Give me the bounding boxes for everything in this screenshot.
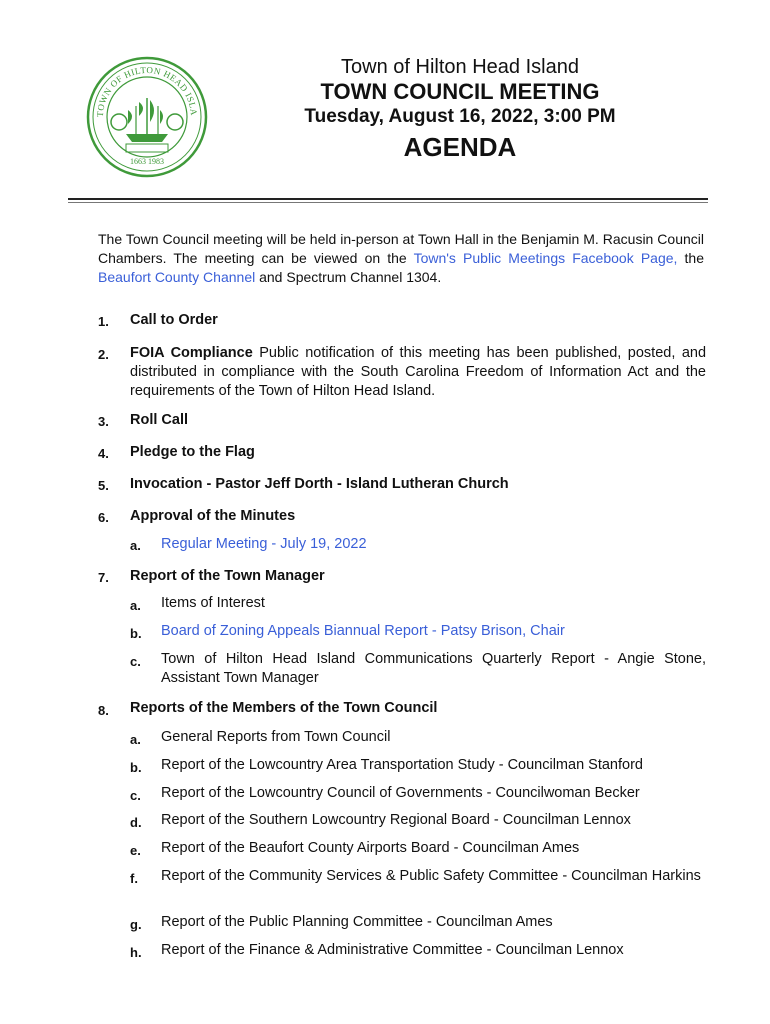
subitem-letter: d. [130,815,142,830]
subitem-letter: c. [130,788,141,803]
facebook-page-link[interactable]: Town's Public Meetings Facebook Page, [413,250,678,266]
town-seal-logo [86,56,208,178]
svg-text:TOWN OF HILTON HEAD ISLAND SOU: TOWN OF HILTON HEAD ISLA [94,64,200,118]
item-number: 2. [98,347,109,362]
intro-text-3: and Spectrum Channel 1304. [255,269,442,285]
minutes-july-19-link[interactable]: Regular Meeting - July 19, 2022 [161,536,367,552]
subitem-text: Report of the Community Services & Public Safety Committee - Councilman Harkins [161,868,701,884]
header-divider [68,198,708,200]
intro-text-2: the [677,250,704,266]
item-number: 5. [98,478,109,493]
item-number: 6. [98,510,109,525]
subitem-text: Report of the Lowcountry Area Transportation Study - Councilman Stanford [161,757,643,773]
item-title: Report of the Town Manager [130,568,325,584]
item-foia: FOIA Compliance Public notification of this meeting has been published, posted, and distributed in compliance with the South Carolina Freedom of Information Act and the requirements of the Town of Hilton Head Island. [130,345,707,399]
subitem-letter: f. [130,871,138,886]
item-number: 4. [98,446,109,461]
subitem-text: Report of the Southern Lowcountry Regional Board - Councilman Lennox [161,812,631,828]
subitem-text: General Reports from Town Council [161,729,391,745]
subitem-letter: g. [130,917,142,932]
item-title: Invocation - Pastor Jeff Dorth - Island Lutheran Church [130,476,509,492]
header-agenda: AGENDA [403,132,517,162]
header-divider-thin [68,202,708,203]
intro-paragraph [98,230,704,287]
subitem-letter: c. [130,654,141,669]
intro-text-1: The Town Council meeting will be held in-person at Town Hall in the Benjamin M. Racusin Council Chambers. The meeting can be viewed on the [98,231,704,266]
subitem-text: Report of the Public Planning Committee - Councilman Ames [161,914,553,930]
subitem-letter: b. [130,626,142,641]
beaufort-channel-link[interactable]: Beaufort County Channel [98,269,256,285]
item-title: Roll Call [130,412,189,428]
header-meeting-title: TOWN COUNCIL MEETING [320,79,600,104]
item-number: 3. [98,414,109,429]
subitem-text: Items of Interest [161,595,265,611]
subitem-letter: e. [130,843,141,858]
subitem-text: Report of the Lowcountry Council of Governments - Councilwoman Becker [161,785,640,801]
item-title: Pledge to the Flag [130,444,255,460]
subitem-text: Town of Hilton Head Island Communications Quarterly Report - Angie Stone, Assistant Town Manager [161,651,706,686]
item-number: 8. [98,703,109,718]
subitem-text: Report of the Finance & Administrative Committee - Councilman Lennox [161,942,624,958]
subitem-letter: a. [130,732,141,747]
subitem-letter: a. [130,538,141,553]
header-town: Town of Hilton Head Island [341,56,579,78]
subitem-letter: h. [130,945,142,960]
item-title: Call to Order [130,312,218,328]
header-date: Tuesday, August 16, 2022, 3:00 PM [304,106,616,127]
subitem-letter: a. [130,598,141,613]
bza-report-link[interactable]: Board of Zoning Appeals Biannual Report - Patsy Brison, Chair [161,623,565,639]
item-title: Approval of the Minutes [130,508,296,524]
subitem-text: Report of the Beaufort County Airports Board - Councilman Ames [161,840,580,856]
item-number: 1. [98,314,109,329]
svg-text:1663 1983: 1663 1983 [130,157,164,166]
item-number: 7. [98,570,109,585]
item-title: Reports of the Members of the Town Council [130,700,438,716]
subitem-letter: b. [130,760,142,775]
